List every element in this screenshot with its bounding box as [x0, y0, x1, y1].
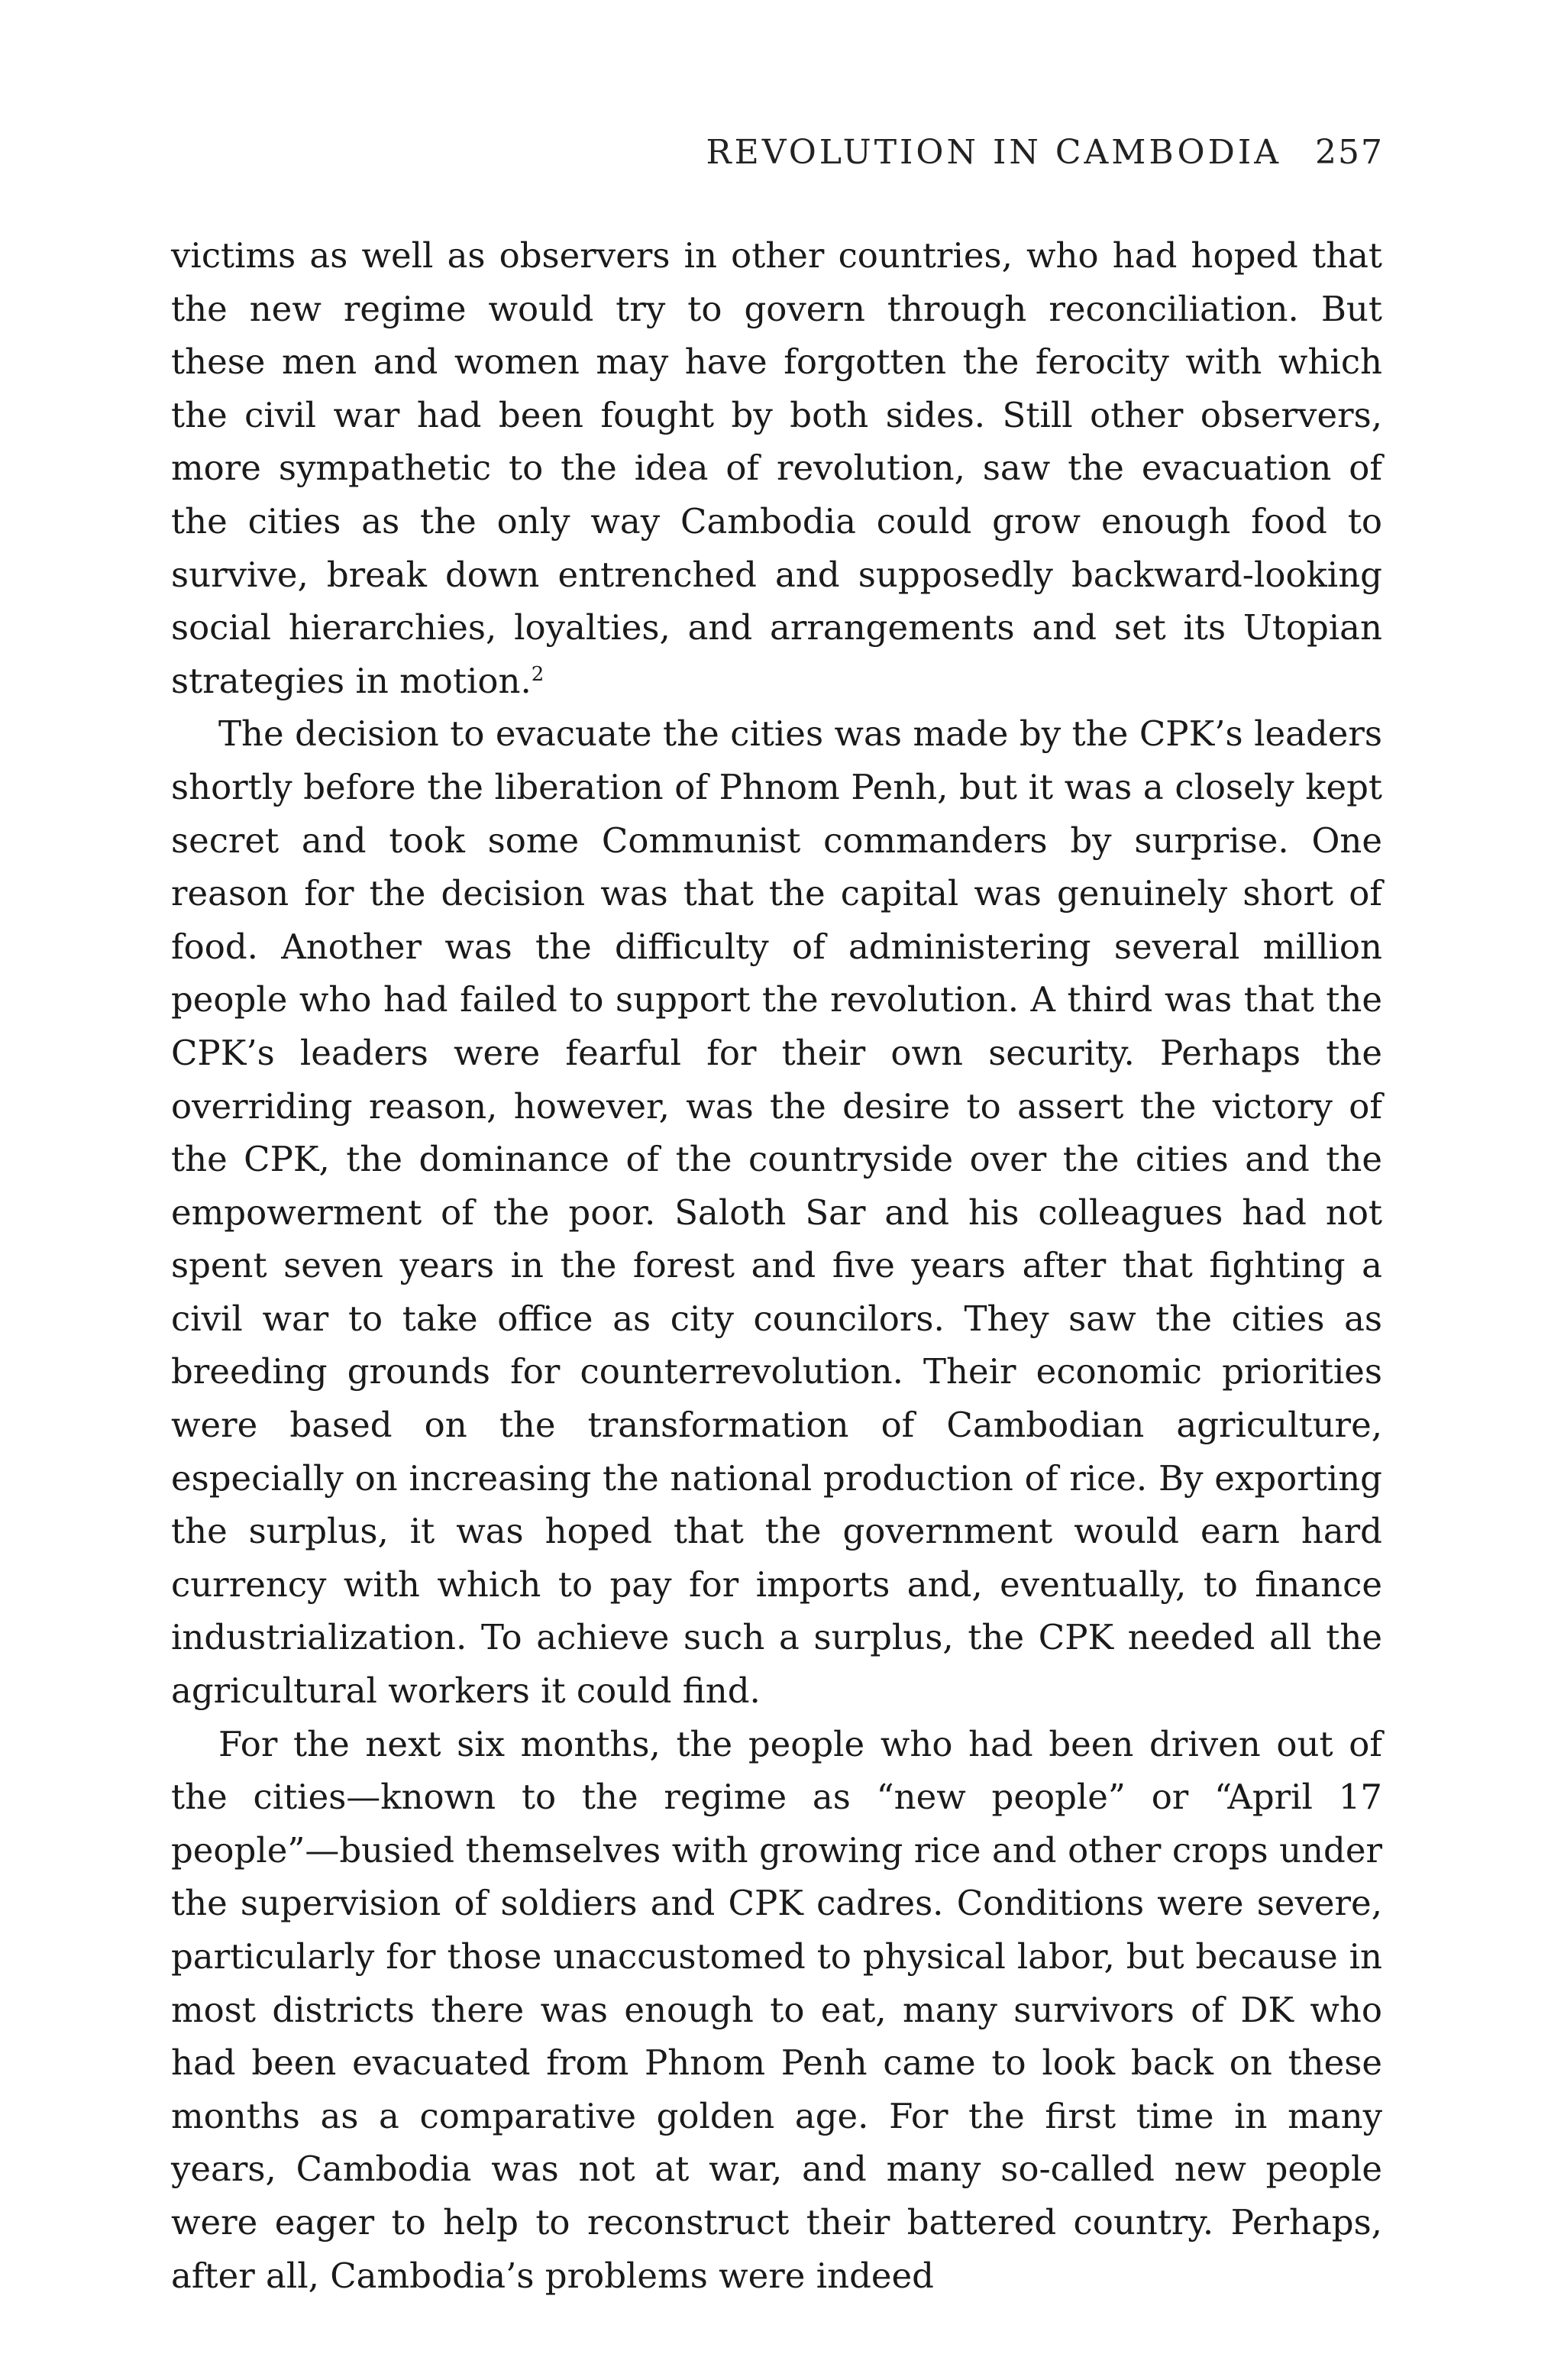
paragraph-evacuation-decision	[171, 707, 1382, 1717]
running-head-title: REVOLUTION IN CAMBODIA	[706, 133, 1282, 172]
paragraph-3-text: For the next six months, the people who had been driven out of the cities—known to the regime as “new people” or “April 17 people”—busied themselves with growing rice and other crops under the supervision of soldiers and CPK cadres. Conditions were severe, particularly for those unaccustomed to physical labor, but because in most districts there was enough to eat, many survivors of DK who had been evacuated from Phnom Penh came to look back on these months as a comparative golden age. For the first time in many years, Cambodia was not at war, and many so-called new people were eager to help to reconstruct their battered country. Perhaps, after all, Cambodia’s problems were indeed	[171, 1723, 1382, 2296]
paragraph-2-text: The decision to evacuate the cities was made by the CPK’s leaders shortly before the liberation of Phnom Penh, but it was a closely kept secret and took some Communist commanders by surprise. One reason for the decision was that the capital was genuinely short of food. Another was the difficulty of administering several million people who had failed to support the revolution. A third was that the CPK’s leaders were fearful for their own security. Perhaps the overriding reason, however, was the desire to assert the victory of the CPK, the dominance of the countryside over the cities and the empowerment of the poor. Saloth Sar and his colleagues had not spent seven years in the forest and five years after that fighting a civil war to take office as city councilors. They saw the cities as breeding grounds for counterrevolution. Their economic priorities were based on the transformation of Cambodian agriculture, especially on increasing the national production of rice. By exporting the surplus, it was hoped that the government would earn hard currency with which to pay for imports and, eventually, to finance industrialization. To achieve such a surplus, the CPK needed all the agricultural workers it could find.	[171, 713, 1382, 1712]
paragraph-continued	[171, 229, 1382, 707]
footnote-reference: 2	[531, 662, 544, 686]
paragraph-1-text: victims as well as observers in other countries, who had hoped that the new regime would try to govern through reconciliation. But these men and women may have forgotten the ferocity with which the civil war had been fought by both sides. Still other observers, more sympathetic to the idea of revolution, saw the evacuation of the cities as the only way Cambodia could grow enough food to survive, break down entrenched and supposedly backward-looking social hierarchies, loyalties, and arrangements and set its Utopian strategies in motion.	[171, 235, 1382, 701]
running-header	[706, 128, 1384, 177]
page-number: 257	[1315, 133, 1384, 172]
paragraph-new-people	[171, 1718, 1382, 2303]
body-text	[171, 229, 1382, 2302]
